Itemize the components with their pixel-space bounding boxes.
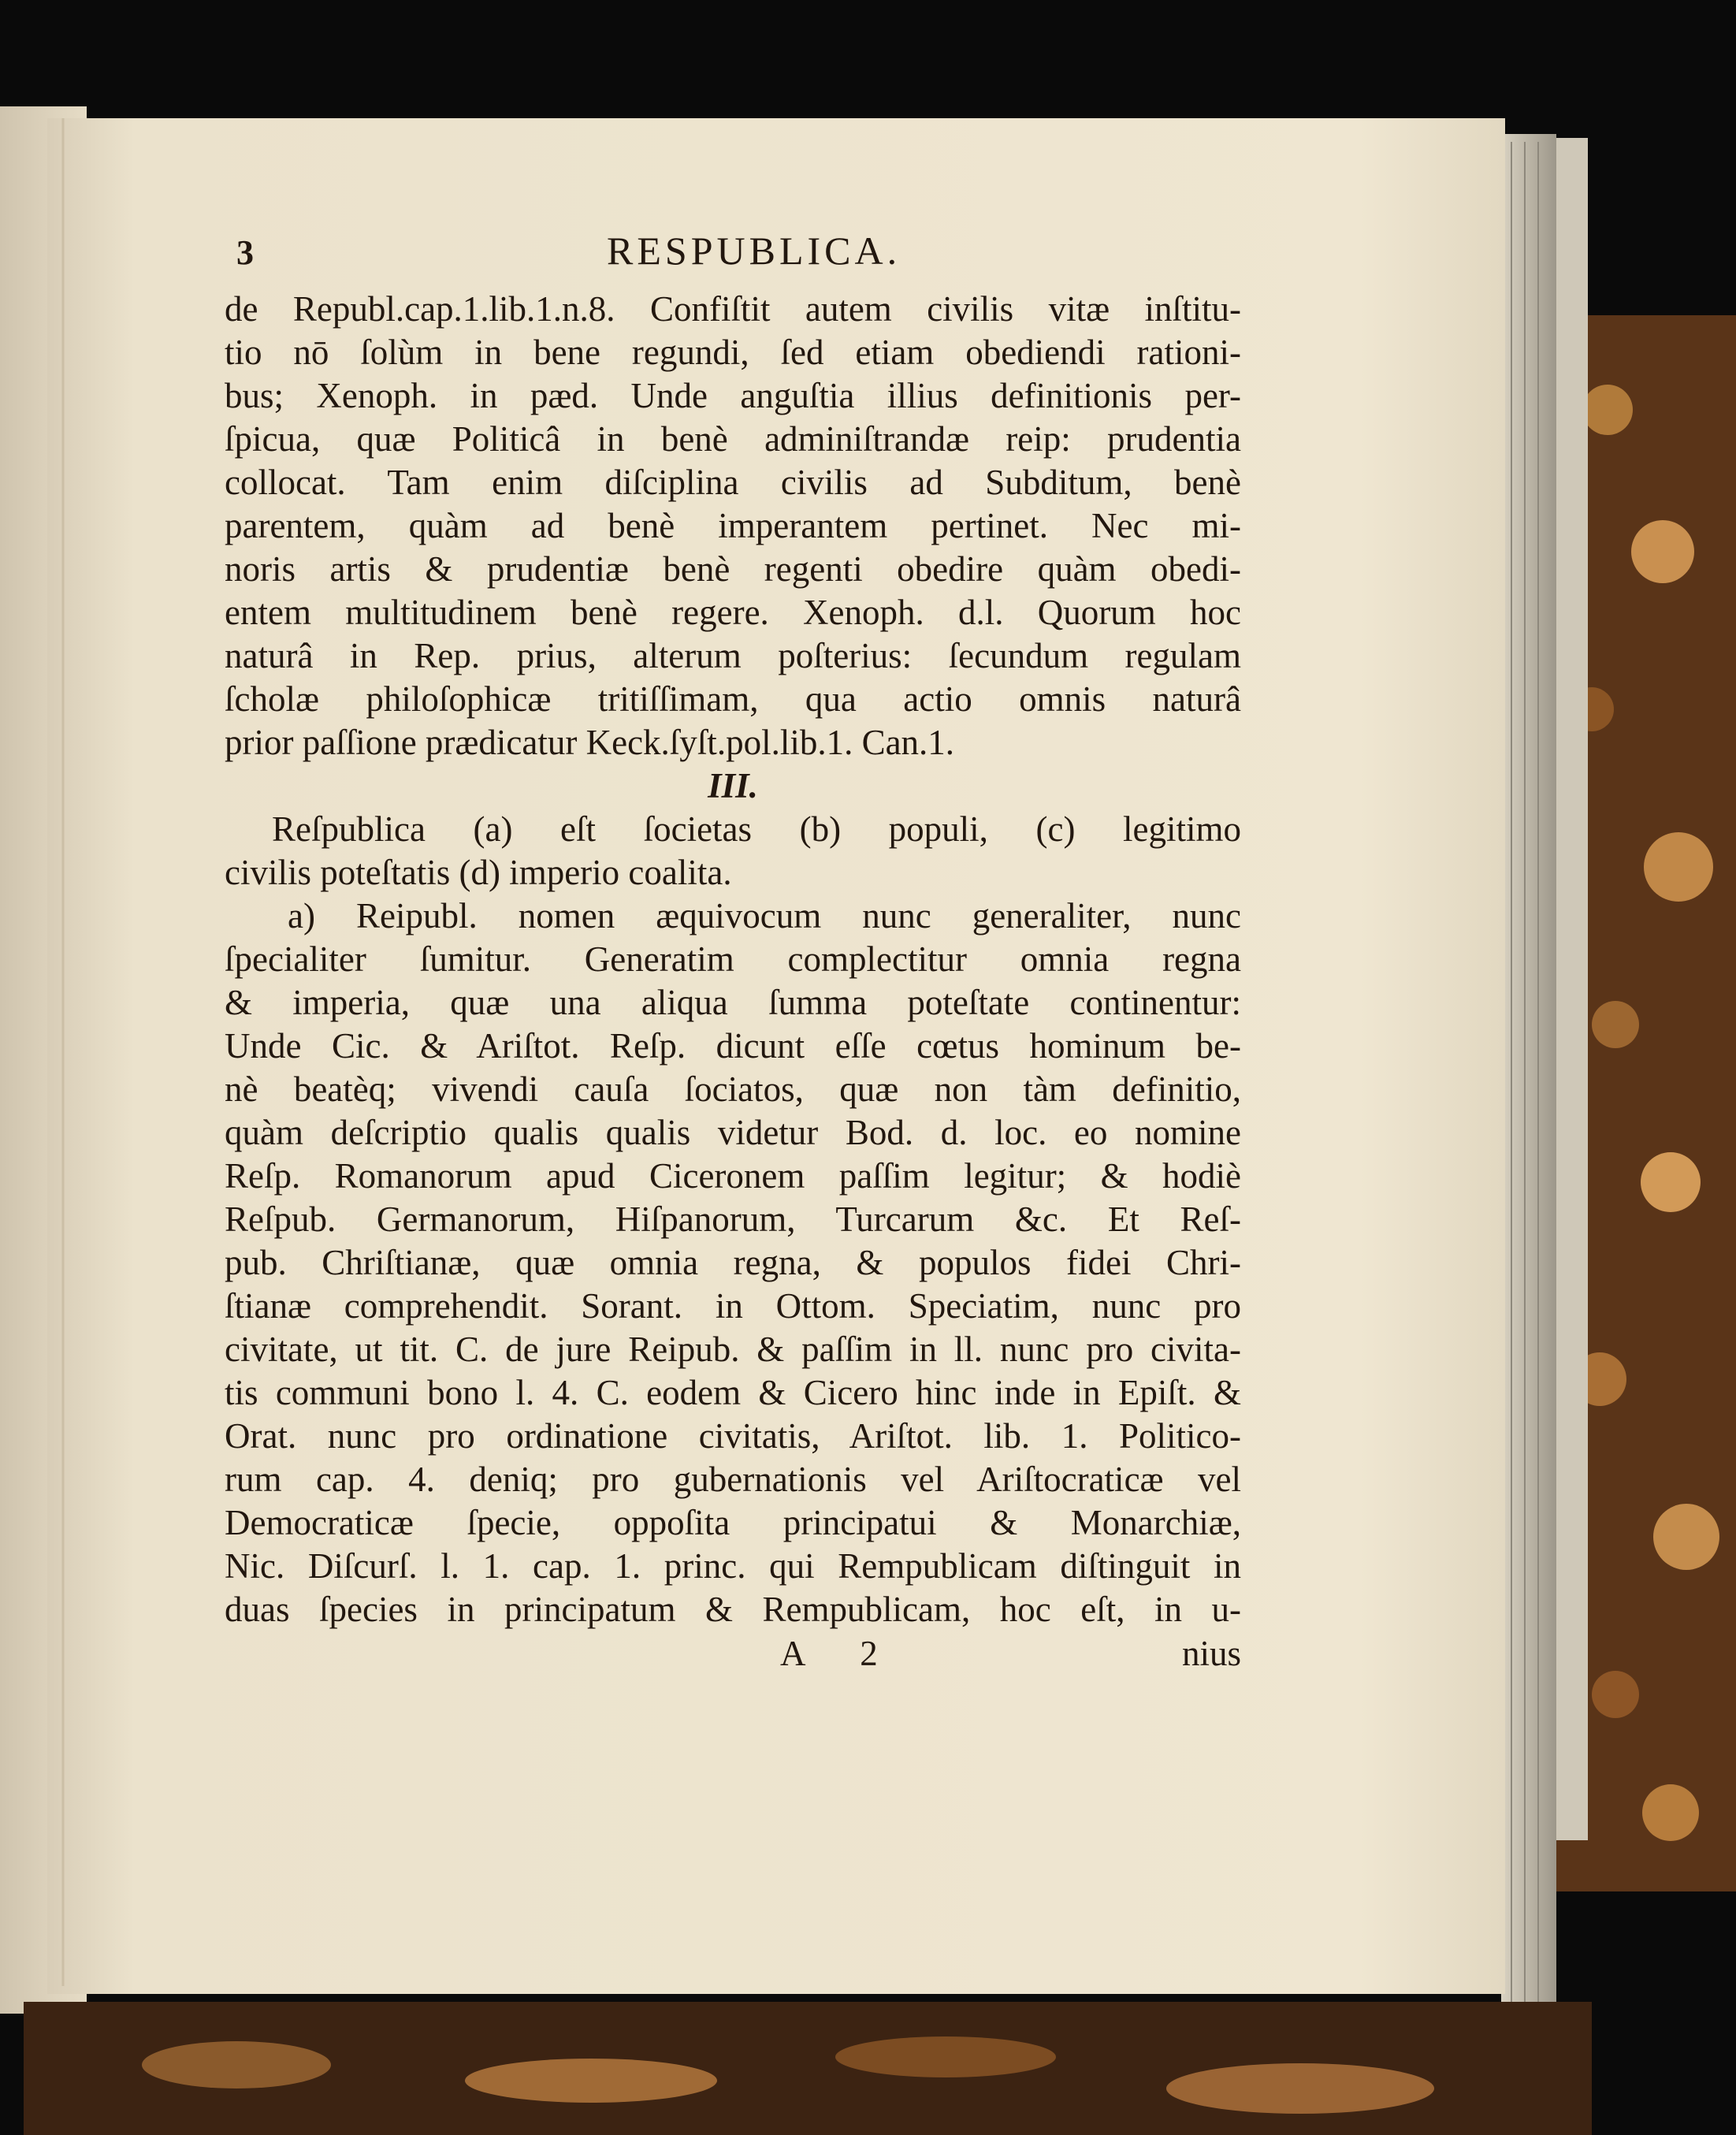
text-line: bus; Xenoph. in pæd. Unde anguſtia illius definitionis per- [225, 376, 1241, 415]
folio-number: 3 [236, 233, 254, 272]
text-line: collocat. Tam enim diſciplina civilis ad Subditum, benè [225, 463, 1241, 502]
definition-paragraph [225, 808, 1241, 895]
text-line: Nic. Diſcurſ. l. 1. cap. 1. princ. qui Rempublicam diſtinguit in [225, 1546, 1241, 1586]
text-line: tio nō ſolùm in bene regundi, ſed etiam obediendi rationi- [225, 333, 1241, 372]
text-line: noris artis & prudentiæ benè regenti obedire quàm obedi- [225, 549, 1241, 589]
text-line: parentem, quàm ad benè imperantem pertinet. Nec mi- [225, 506, 1241, 545]
text-line: ſpicua, quæ Politicâ in benè adminiſtrandæ reip: prudentia [225, 419, 1241, 459]
text-line: naturâ in Rep. prius, alterum poſterius: ſecundum regulam [225, 636, 1241, 675]
text-line: Democraticæ ſpecie, oppoſita principatui & Monarchiæ, [225, 1503, 1241, 1542]
text-line: nè beatèq; vivendi cauſa ſociatos, quæ non tàm definitio, [225, 1069, 1241, 1109]
text-line: prior paſſione prædicatur Keck.ſyſt.pol.lib.1. Can.1. [225, 723, 955, 762]
text-line: Unde Cic. & Ariſtot. Reſp. dicunt eſſe cœtus hominum be- [225, 1026, 1241, 1066]
text-line: Reſpub. Germanorum, Hiſpanorum, Turcarum &c. Et Reſ- [225, 1200, 1241, 1239]
text-line: civilis poteſtatis (d) imperio coalita. [225, 853, 732, 892]
text-line: Orat. nunc pro ordinatione civitatis, Ariſtot. lib. 1. Politico- [225, 1416, 1241, 1456]
text-line: de Republ.cap.1.lib.1.n.8. Confiſtit autem civilis vitæ inſtitu- [225, 289, 1241, 329]
text-line: & imperia, quæ una aliqua ſumma poteſtate continentur: [225, 983, 1241, 1022]
text-line: tis communi bono l. 4. C. eodem & Cicero hinc inde in Epiſt. & [225, 1373, 1241, 1412]
section-number: III. [708, 766, 758, 805]
body-paragraph [225, 288, 1241, 764]
text-line: rum cap. 4. deniq; pro gubernationis vel Ariſtocraticæ vel [225, 1460, 1241, 1499]
text-line: pub. Chriſtianæ, quæ omnia regna, & populos fidei Chri- [225, 1243, 1241, 1282]
signature-mark: A 2 [780, 1634, 901, 1673]
text-block [225, 225, 1241, 1680]
text-line: ſcholæ philoſophicæ tritiſſimam, qua actio omnis naturâ [225, 679, 1241, 719]
running-title: RESPUBLICA. [607, 229, 901, 273]
text-line: ſpecialiter ſumitur. Generatim complectitur omnia regna [225, 939, 1241, 979]
text-line: civitate, ut tit. C. de jure Reipub. & paſſim in ll. nunc pro civita- [225, 1330, 1241, 1369]
text-line: Reſp. Romanorum apud Ciceronem paſſim legitur; & hodiè [225, 1156, 1241, 1196]
text-line: duas ſpecies in principatum & Rempublicam, hoc eſt, in u- [225, 1590, 1241, 1629]
page-header [225, 225, 1241, 288]
page-footer [225, 1633, 1241, 1680]
page-edges [1501, 134, 1556, 2010]
note-paragraph [225, 895, 1241, 1631]
text-line: quàm deſcriptio qualis qualis videtur Bod. d. loc. eo nomine [225, 1113, 1241, 1152]
text-line: entem multitudinem benè regere. Xenoph. d.l. Quorum hoc [225, 593, 1241, 632]
text-line: a) Reipubl. nomen æquivocum nunc generaliter, nunc [288, 896, 1241, 935]
catchword: nius [1181, 1634, 1241, 1673]
text-line: Reſpublica (a) eſt ſocietas (b) populi, (c) legitimo [272, 809, 1241, 849]
text-line: ſtianæ comprehendit. Sorant. in Ottom. Speciatim, nunc pro [225, 1286, 1241, 1326]
